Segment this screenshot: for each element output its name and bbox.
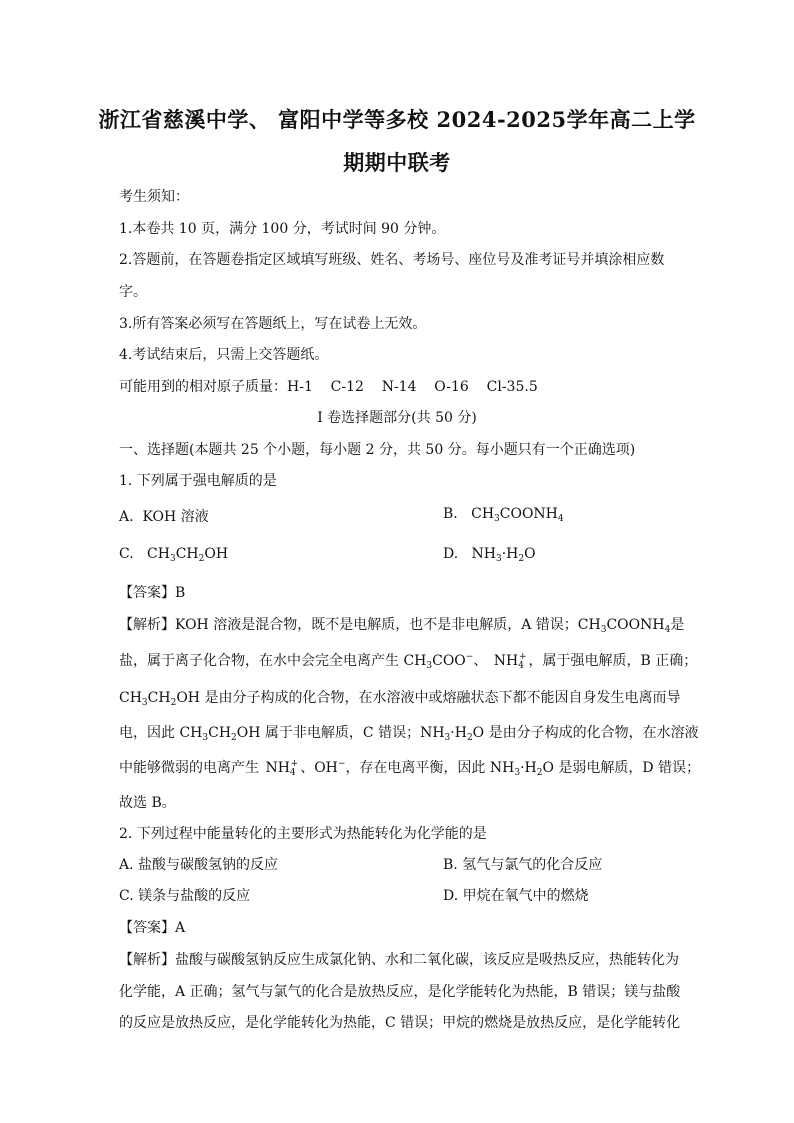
q2-option-c: C. 镁条与盐酸的反应 [119,888,251,904]
q1-analysis-line-5: 中能够微弱的电离产生 $NH_4^+$ 、OH−，存在电离平衡，因此 $NH_3\cdot H_2O$ 是弱电解质，D 错误； [119,759,701,778]
q2-analysis-line-2: 化学能，A 正确；氢气与氯气的化合是放热反应，是化学能转化为热能，B 错误；镁与盐酸 [119,984,681,1000]
part1-heading: I 卷选择题部分(共 50 分) [317,410,477,426]
q1-analysis-line-2: 盐，属于离子化合物，在水中会完全电离产生 $CH_3COO^-$、 $NH_4^+$ ，属于强电解质，B 正确； [119,652,698,671]
q2-analysis-line-1: 【解析】盐酸与碳酸氢钠反应生成氯化钠、水和二氧化碳，该反应是吸热反应，热能转化为 [119,952,679,968]
q2-option-b: B. 氢气与氯气的化合反应 [443,857,603,873]
title-line-1: 浙江省慈溪中学、 富阳中学等多校 2024-2025学年高二上学 [98,107,696,132]
section1-heading: 一、选择题(本题共 25 个小题，每小题 2 分，共 50 分。每小题只有一个正确选项) [119,442,636,458]
notice-item-3: 3.所有答案必须写在答题纸上，写在试卷上无效。 [119,316,427,332]
title-line-2: 期期中联考 [343,150,451,175]
notice-item-4: 4.考试结束后，只需上交答题纸。 [119,347,329,363]
atomic-mass-line: 可能用到的相对原子质量：H-1 C-12 N-14 O-16 Cl-35.5 [119,379,538,395]
q1-answer: 【答案】B [119,585,186,601]
q1-analysis-line-1: 【解析】KOH 溶液是混合物，既不是电解质，也不是非电解质，A 错误；$CH_3COONH_4$是 [119,617,685,635]
q1-option-b: B. $CH_3COONH_4$ [443,506,564,524]
q2-analysis-line-3: 的反应是放热反应，是化学能转化为热能，C 错误；甲烷的燃烧是放热反应，是化学能转化 [119,1015,681,1031]
q1-option-d: D. $NH_3\cdot H_2O$ [443,546,536,564]
q1-analysis-line-3: $CH_3CH_2OH$ 是由分子构成的化合物，在水溶液中或熔融状态下都不能因自身发生电离而导 [119,690,681,708]
notice-item-2-cont: 字。 [119,284,147,300]
notice-heading: 考生须知： [119,189,189,205]
q1-analysis-line-6: 故选 B。 [119,795,176,811]
q1-option-a: A. KOH 溶液 [119,509,209,525]
q2-stem: 2. 下列过程中能量转化的主要形式为热能转化为化学能的是 [119,826,487,842]
ammonium-ion: $NH_4^+$ [265,759,299,778]
notice-item-2: 2.答题前，在答题卷指定区域填写班级、姓名、考场号、座位号及准考证号并填涂相应数 [119,252,665,268]
q2-answer: 【答案】A [119,920,186,936]
q2-option-a: A. 盐酸与碳酸氢钠的反应 [119,857,279,873]
q1-stem: 1. 下列属于强电解质的是 [119,473,277,489]
q2-option-d: D. 甲烷在氧气中的燃烧 [443,888,589,904]
notice-item-1: 1.本卷共 10 页，满分 100 分，考试时间 90 分钟。 [119,221,446,237]
ammonium-ion: $NH_4^+$ [493,652,527,671]
q1-option-c: C. $CH_3CH_2OH$ [119,546,229,564]
q1-analysis-line-4: 电，因此 $CH_3CH_2OH$ 属于非电解质，C 错误；$NH_3\cdot H_2O$ 是由分子构成的化合物，在水溶液 [119,725,699,743]
